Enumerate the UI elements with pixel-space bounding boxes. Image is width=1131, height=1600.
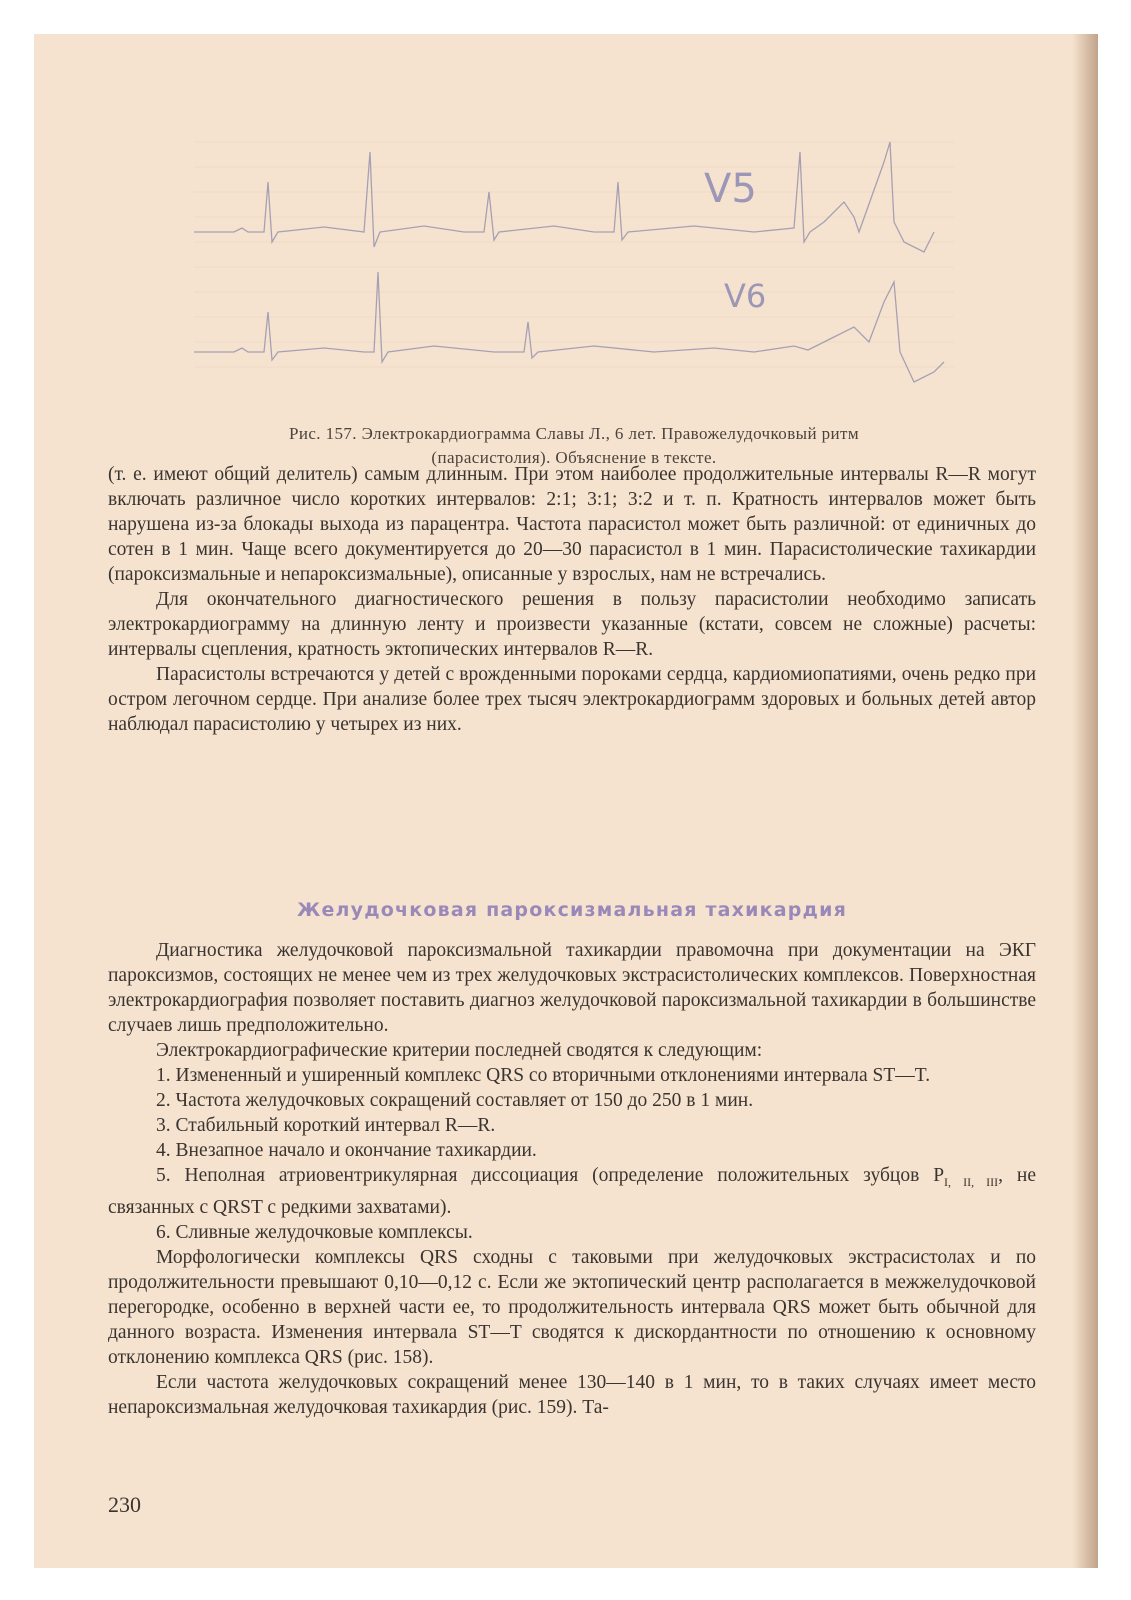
criteria-item-5-subscript: I, II, III [944,1174,999,1189]
criteria-item-3: 3. Стабильный короткий интервал R—R. [156,1115,496,1136]
criteria-item-4: 4. Внезапное начало и окончание тахикардии. [156,1140,537,1161]
ecg-lead-v6-trace [194,272,944,382]
criteria-item-1: 1. Измененный и уширенный комплекс QRS со вторичными отклонениями интервала ST—T. [156,1065,931,1086]
paragraph: (т. е. имеют общий делитель) самым длинным. При этом наиболее продолжительные интервалы R—R могут включать различное число коротких интервалов: 2:1; 3:1; 3:2 и т. п. Кратность интервалов может быть нарушена из-за блокады выхода из парацентра. Частота парасистол может быть различной: от единичных до сотен в 1 мин. Чаще всего документируется до 20—30 парасистол в 1 мин. Парасистолические тахикардии (пароксизмальные и непароксизмальные), описанные у взрослых, нам не встречались. [108,464,1036,585]
ecg-lead-label-v6: V6 [724,277,767,315]
paragraph: Морфологически комплексы QRS сходны с таковыми при желудочковых экстрасистолах и по продолжительности превышают 0,10—0,12 с. Если же эктопический центр располагается в межжелудочковой перегородке, особенно в верхней части ее, то продолжительность интервала QRS может быть обычной для данного возраста. Изменения интервала ST—T сводятся к дискордантности по отношению к основному отклонению комплекса QRS (рис. 158). [108,1246,1036,1368]
section-heading: Желудочковая пароксизмальная тахикардия [296,899,848,921]
criteria-item-2: 2. Частота желудочковых сокращений составляет от 150 до 250 в 1 мин. [156,1090,754,1111]
ecg-lead-label-v5: V5 [704,166,757,212]
criteria-item-5-text-b: , не связанных с QRST с редкими захватами). [108,1165,1036,1218]
book-page [34,34,1098,1568]
paragraph: Диагностика желудочковой пароксизмальной тахикардии правомочна при документации на ЭКГ пароксизмов, состоящих не менее чем из трех желудочковых экстрасистолических комплексов. Поверхностная электрокардиография позволяет поставить диагноз желудочковой пароксизмальной тахикардии в большинстве случаев лишь предположительно. [108,940,1036,1036]
figure-caption-line-1: Рис. 157. Электрокардиограмма Славы Л., 6 лет. Правожелудочковый ритм [289,424,859,443]
paragraph: Если частота желудочковых сокращений менее 130—140 в 1 мин, то в таких случаях имеет место непароксизмальная желудочковая тахикардия (рис. 159). Та- [108,1371,1036,1418]
paragraph: Парасистолы встречаются у детей с врожденными пороками сердца, кардиомиопатиями, очень редко при остром легочном сердце. При анализе более трех тысяч электрокардиограмм здоровых и больных детей автор наблюдал парасистолию у четырех из них. [108,664,1036,735]
paragraph: Для окончательного диагностического решения в пользу парасистолии необходимо записать электрокардиограмму на длинную ленту и произвести указанные (кстати, совсем не сложные) расчеты: интервалы сцепления, кратность эктопических интервалов R—R. [108,589,1036,660]
body-text-bottom [108,938,1036,1420]
ecg-tracing [194,122,954,422]
body-text-top [108,462,1036,737]
page-edge-shadow [1072,34,1098,1568]
page-number: 230 [108,1492,141,1517]
criteria-item-5 [108,1163,1036,1220]
criteria-item-5-text-a: 5. Неполная атриовентрикулярная диссоциация (определение положительных зубцов P [156,1165,945,1186]
ecg-figure [194,122,954,422]
paragraph: Электрокардиографические критерии последней сводятся к следующим: [156,1040,763,1061]
ecg-lead-v5-trace [194,142,934,252]
criteria-item-6: 6. Сливные желудочковые комплексы. [156,1221,473,1243]
figure-caption-line-2: (парасистолия). Объяснение в тексте. [431,448,717,467]
